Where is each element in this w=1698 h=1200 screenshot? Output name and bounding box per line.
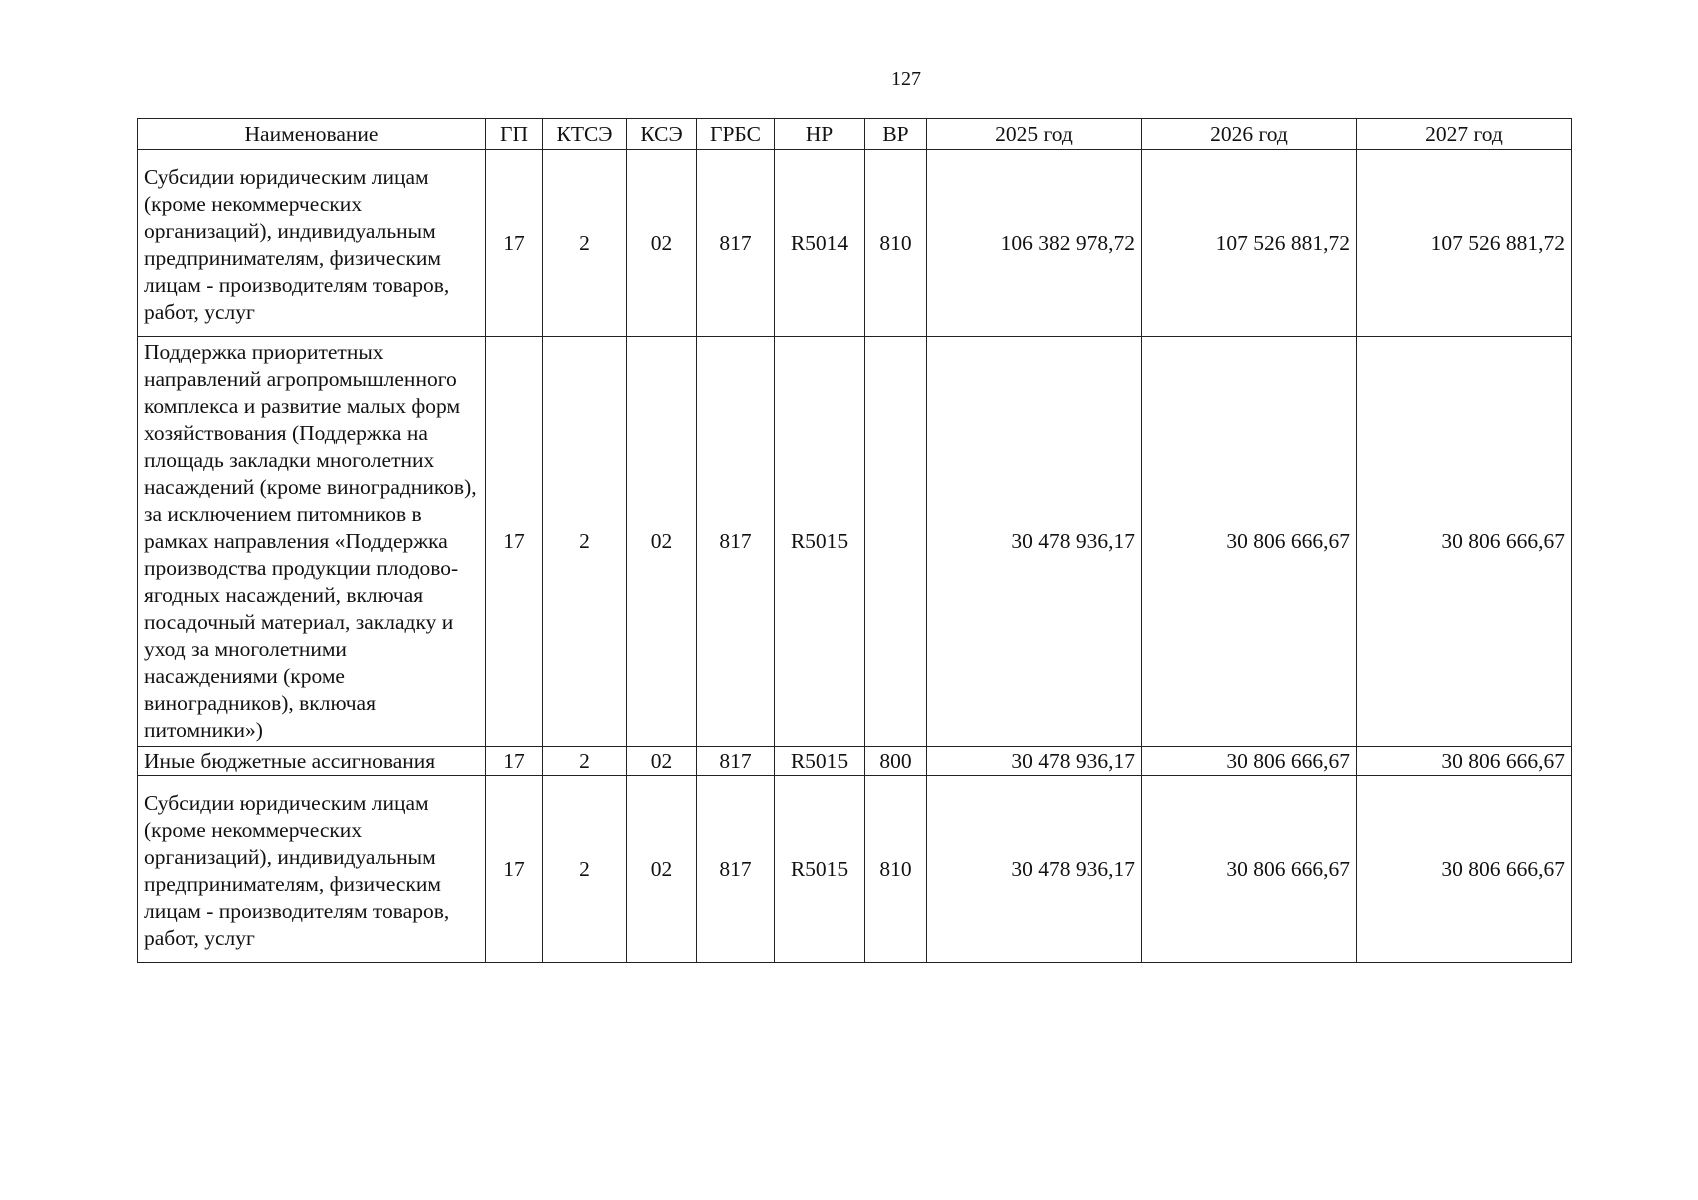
- row-amount-2026: 30 806 666,67: [1142, 337, 1357, 747]
- row-amount-2026: 107 526 881,72: [1142, 150, 1357, 337]
- col-header-2025: 2025 год: [927, 119, 1142, 150]
- row-name: Субсидии юридическим лицам (кроме некоммерческих организаций), индивидуальным предпринимателям, физическим лицам - производителям товаров, работ, услуг: [138, 150, 486, 337]
- row-vr: [865, 337, 927, 747]
- col-header-kse: КСЭ: [627, 119, 697, 150]
- row-kse: 02: [627, 776, 697, 963]
- row-name: Субсидии юридическим лицам (кроме некоммерческих организаций), индивидуальным предпринимателям, физическим лицам - производителям товаров, работ, услуг: [138, 776, 486, 963]
- row-amount-2026: 30 806 666,67: [1142, 747, 1357, 776]
- table-row: [138, 337, 1572, 747]
- table-row: [138, 776, 1572, 963]
- row-name: Иные бюджетные ассигнования: [138, 747, 486, 776]
- row-gp: 17: [486, 747, 543, 776]
- col-header-grbs: ГРБС: [697, 119, 775, 150]
- col-header-2027: 2027 год: [1357, 119, 1572, 150]
- col-header-vr: ВР: [865, 119, 927, 150]
- row-amount-2026: 30 806 666,67: [1142, 776, 1357, 963]
- table-row: [138, 150, 1572, 337]
- row-amount-2025: 30 478 936,17: [927, 747, 1142, 776]
- row-vr: 810: [865, 150, 927, 337]
- col-header-gp: ГП: [486, 119, 543, 150]
- row-nr: R5015: [775, 337, 865, 747]
- page-number: 127: [891, 68, 921, 90]
- row-nr: R5014: [775, 150, 865, 337]
- budget-table: [137, 118, 1572, 963]
- row-kse: 02: [627, 337, 697, 747]
- row-amount-2027: 30 806 666,67: [1357, 337, 1572, 747]
- row-ktse: 2: [543, 747, 627, 776]
- row-vr: 800: [865, 747, 927, 776]
- row-ktse: 2: [543, 776, 627, 963]
- row-amount-2025: 30 478 936,17: [927, 337, 1142, 747]
- row-grbs: 817: [697, 747, 775, 776]
- row-grbs: 817: [697, 150, 775, 337]
- row-gp: 17: [486, 776, 543, 963]
- col-header-2026: 2026 год: [1142, 119, 1357, 150]
- row-amount-2025: 106 382 978,72: [927, 150, 1142, 337]
- row-ktse: 2: [543, 337, 627, 747]
- row-gp: 17: [486, 150, 543, 337]
- row-ktse: 2: [543, 150, 627, 337]
- row-grbs: 817: [697, 776, 775, 963]
- row-name: Поддержка приоритетных направлений агропромышленного комплекса и развитие малых форм хозяйствования (Поддержка на площадь закладки многолетних насаждений (кроме виноградников), за исключением питомников в рамках направления «Поддержка производства продукции плодово-ягодных насаждений, включая посадочный материал, закладку и уход за многолетними насаждениями (кроме виноградников), включая питомники»): [138, 337, 486, 747]
- col-header-nr: НР: [775, 119, 865, 150]
- row-nr: R5015: [775, 747, 865, 776]
- row-amount-2025: 30 478 936,17: [927, 776, 1142, 963]
- row-kse: 02: [627, 150, 697, 337]
- row-amount-2027: 30 806 666,67: [1357, 776, 1572, 963]
- table-row: [138, 747, 1572, 776]
- row-nr: R5015: [775, 776, 865, 963]
- row-amount-2027: 30 806 666,67: [1357, 747, 1572, 776]
- row-grbs: 817: [697, 337, 775, 747]
- row-vr: 810: [865, 776, 927, 963]
- row-kse: 02: [627, 747, 697, 776]
- col-header-name: Наименование: [138, 119, 486, 150]
- row-gp: 17: [486, 337, 543, 747]
- col-header-ktse: КТСЭ: [543, 119, 627, 150]
- row-amount-2027: 107 526 881,72: [1357, 150, 1572, 337]
- header-row: [138, 119, 1572, 150]
